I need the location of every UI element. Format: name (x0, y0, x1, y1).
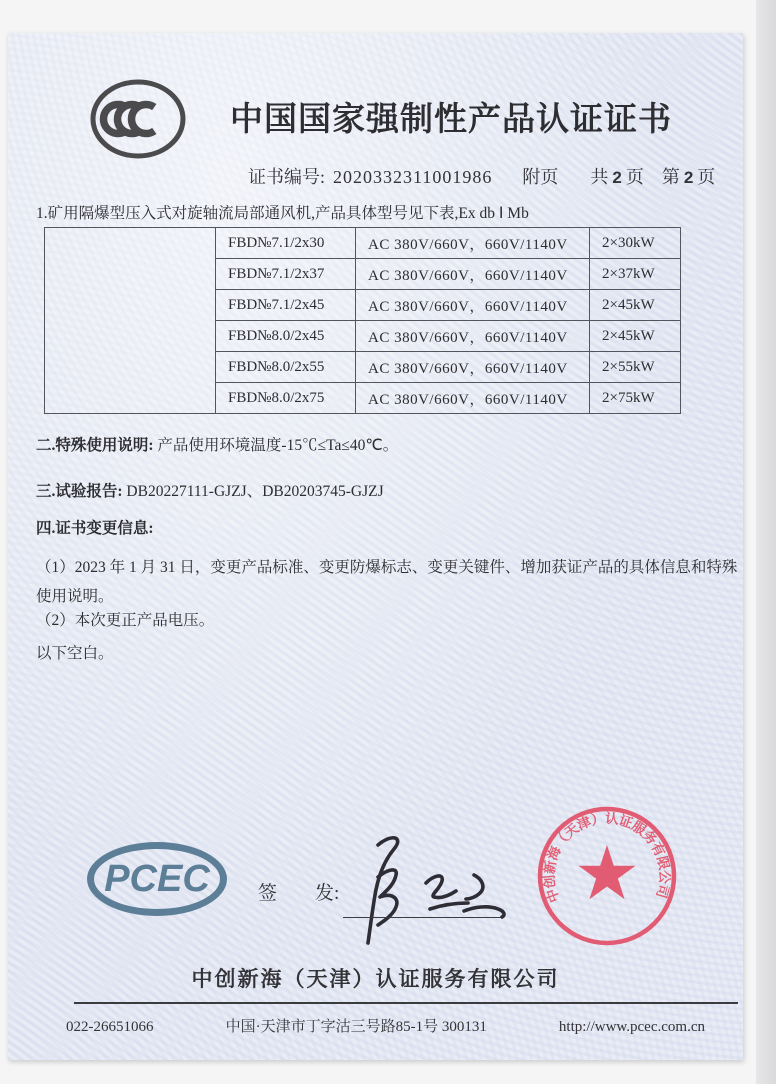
footer-company-name: 中创新海（天津）认证服务有限公司 (191, 968, 560, 991)
certificate-number-line (248, 163, 728, 189)
power-cell: 2×45kW (590, 290, 681, 321)
pages-total-number: 2 (612, 168, 622, 187)
page-current-suffix: 页 (697, 167, 716, 187)
section-test-reports (36, 479, 384, 501)
page-current-number: 2 (683, 168, 694, 187)
model-cell: FBD№7.1/2x37 (216, 259, 356, 290)
voltage-cell: AC 380V/660V，660V/1140V (356, 228, 590, 259)
model-cell: FBD№7.1/2x45 (216, 290, 356, 321)
page-current-prefix: 第 (661, 167, 680, 187)
footer-address: 中国·天津市丁字沽三号路85-1号 300131 (225, 1019, 487, 1035)
voltage-cell: AC 380V/660V，660V/1140V (356, 259, 590, 290)
section-label: 三.试验报告: (36, 483, 123, 500)
attachment-label: 附页 (522, 167, 559, 187)
power-cell: 2×75kW (590, 383, 681, 414)
certificate-page (8, 33, 743, 1060)
pages-total-prefix: 共 (590, 167, 609, 187)
seal-star-icon (579, 845, 636, 899)
section-text: 产品使用环境温度-15℃≤Ta≤40℃。 (157, 437, 399, 454)
pcec-logo (87, 842, 227, 916)
blank-below-note: 以下空白。 (36, 645, 114, 662)
model-cell: FBD№7.1/2x30 (216, 228, 356, 259)
scanner-edge-band (756, 0, 776, 1084)
section-change-info (36, 516, 154, 538)
pages-total-suffix: 页 (625, 167, 644, 187)
model-cell: FBD№8.0/2x55 (216, 352, 356, 383)
company-seal (532, 801, 682, 951)
product-spec-table (44, 227, 681, 414)
model-cell: FBD№8.0/2x75 (216, 383, 356, 414)
section-special-use (36, 433, 398, 455)
ccc-mark-icon (88, 77, 188, 161)
product-intro-line: 1.矿用隔爆型压入式对旋轴流局部通风机,产品具体型号见下表,Ex db Ⅰ Mb (36, 205, 529, 222)
handwritten-signature (338, 831, 518, 953)
model-cell: FBD№8.0/2x45 (216, 321, 356, 352)
cert-no-label: 证书编号: (248, 167, 326, 187)
pcec-logo-text: PCEC (104, 857, 210, 900)
footer-website: http://www.pcec.com.cn (558, 1019, 705, 1035)
power-cell: 2×55kW (590, 352, 681, 383)
voltage-cell: AC 380V/660V，660V/1140V (356, 290, 590, 321)
change-item-1: （1）2023 年 1 月 31 日，变更产品标准、变更防爆标志、变更关键件、增加获证产品的具体信息和特殊使用说明。 (36, 559, 738, 605)
section-label: 四.证书变更信息: (36, 520, 154, 537)
voltage-cell: AC 380V/660V，660V/1140V (356, 352, 590, 383)
power-cell: 2×37kW (590, 259, 681, 290)
power-cell: 2×45kW (590, 321, 681, 352)
footer-divider (74, 1002, 738, 1004)
cert-no-value: 2020332311001986 (333, 167, 493, 187)
issued-by-label: 签 发: (258, 883, 340, 904)
section-label: 二.特殊使用说明: (36, 437, 154, 454)
seal-text: 中创新海（天津）认证服务有限公司 (541, 810, 673, 905)
voltage-cell: AC 380V/660V，660V/1140V (356, 321, 590, 352)
voltage-cell: AC 380V/660V，660V/1140V (356, 383, 590, 414)
table-empty-cell (45, 228, 216, 414)
section-text: DB20227111-GJZJ、DB20203745-GJZJ (126, 483, 384, 500)
page-title: 中国国家强制性产品认证证书 (230, 102, 672, 138)
signature-underline (343, 917, 501, 918)
footer-phone: 022-26651066 (66, 1019, 154, 1035)
table-row (45, 228, 681, 259)
footer-contact-row (8, 1015, 743, 1036)
power-cell: 2×30kW (590, 228, 681, 259)
change-item-2: （2）本次更正产品电压。 (36, 612, 215, 629)
